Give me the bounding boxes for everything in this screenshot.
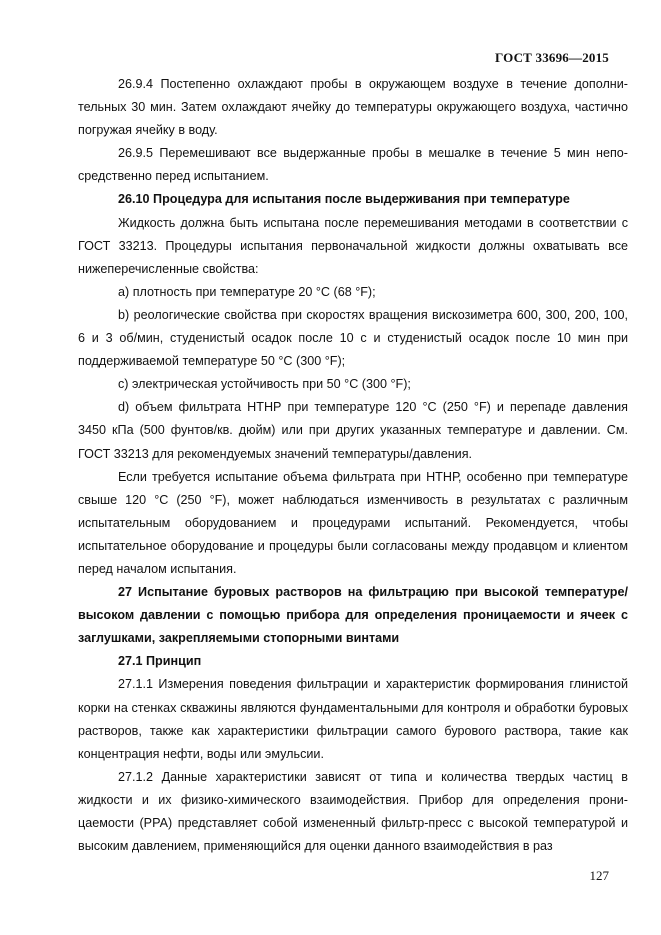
paragraph-hthp-note: Если требуется испытание объема фильтрата при НТНР, особенно при температуре свыше 120 °С (250 °F), может наблюдаться изменчивость в результатах с различным испытательным оборудованием и процедурами испытаний. Рекомендуется, чтобы испытательное оборудование и процедуры были согласованы между продавцом и клиентом перед началом испытания. [78, 469, 628, 576]
paragraph-27-1-2: 27.1.2 Данные характеристики зависят от типа и количества твердых частиц в жидкости и их физико-химического взаимодействия. Прибор для определения проницаемости (РРА) представляет собой измененный фильтр-пресс с высокой температурой и высоким давлением, применяющийся для оценки данного взаимодействия в раз [78, 769, 628, 854]
section-heading-27: 27 Испытание буровых растворов на фильтрацию при высокой температуре/высоком давлении с помощью прибора для определения проницаемости и ячеек с заглушками, закрепляемыми стопорными винтами [78, 585, 628, 646]
list-item-c: c) электрическая устойчивость при 50 °С (300 °F); [118, 377, 411, 392]
paragraph-26-9-4: 26.9.4 Постепенно охлаждают пробы в окружающем воздухе в течение дополнительных 30 мин. Затем охлаждают ячейку до температуры окружающего воздуха, частично погружая ячейку в воду. [78, 77, 628, 138]
paragraph-fluid-testing: Жидкость должна быть испытана после перемешивания методами в соответствии с ГОСТ 33213. Процедуры испытания первоначальной жидкости должны охватывать все нижеперечисленные свойства: [78, 215, 628, 276]
paragraph-26-9-5: 26.9.5 Перемешивают все выдержанные пробы в мешалке в течение 5 мин непосредственно перед испытанием. [78, 146, 628, 184]
page-number: 127 [589, 868, 609, 883]
section-heading-26-10: 26.10 Процедура для испытания после выдерживания при температуре [118, 192, 570, 207]
section-heading-27-1: 27.1 Принцип [118, 654, 202, 669]
list-item-b: b) реологические свойства при скоростях вращения вискозиметра 600, 300, 200, 100, 6 и 3 об/мин, студенистый осадок после 10 с и студенистый осадок после 10 мин при поддерживаемой температуре 50 °С (300 °F); [78, 307, 628, 369]
list-item-a: a) плотность при температуре 20 °С (68 °F); [118, 284, 376, 299]
list-item-d: d) объем фильтрата НТНР при температуре 120 °С (250 °F) и перепаде давления 3450 кПа (500 фунтов/кв. дюйм) или при других указанных температуре и давлении. См. ГОСТ 33213 для рекомендуемых значений температуры/давления. [78, 400, 628, 461]
document-body [78, 73, 628, 858]
paragraph-27-1-1: 27.1.1 Измерения поведения фильтрации и характеристик формирования глинистой корки на стенках скважины являются фундаментальными для контроля и обработки буровых растворов, также как характеристики фильтрации самого бурового раствора, такие как концентрация нефти, воды или эмульсии. [78, 677, 628, 761]
document-header: ГОСТ 33696—2015 [494, 50, 609, 65]
